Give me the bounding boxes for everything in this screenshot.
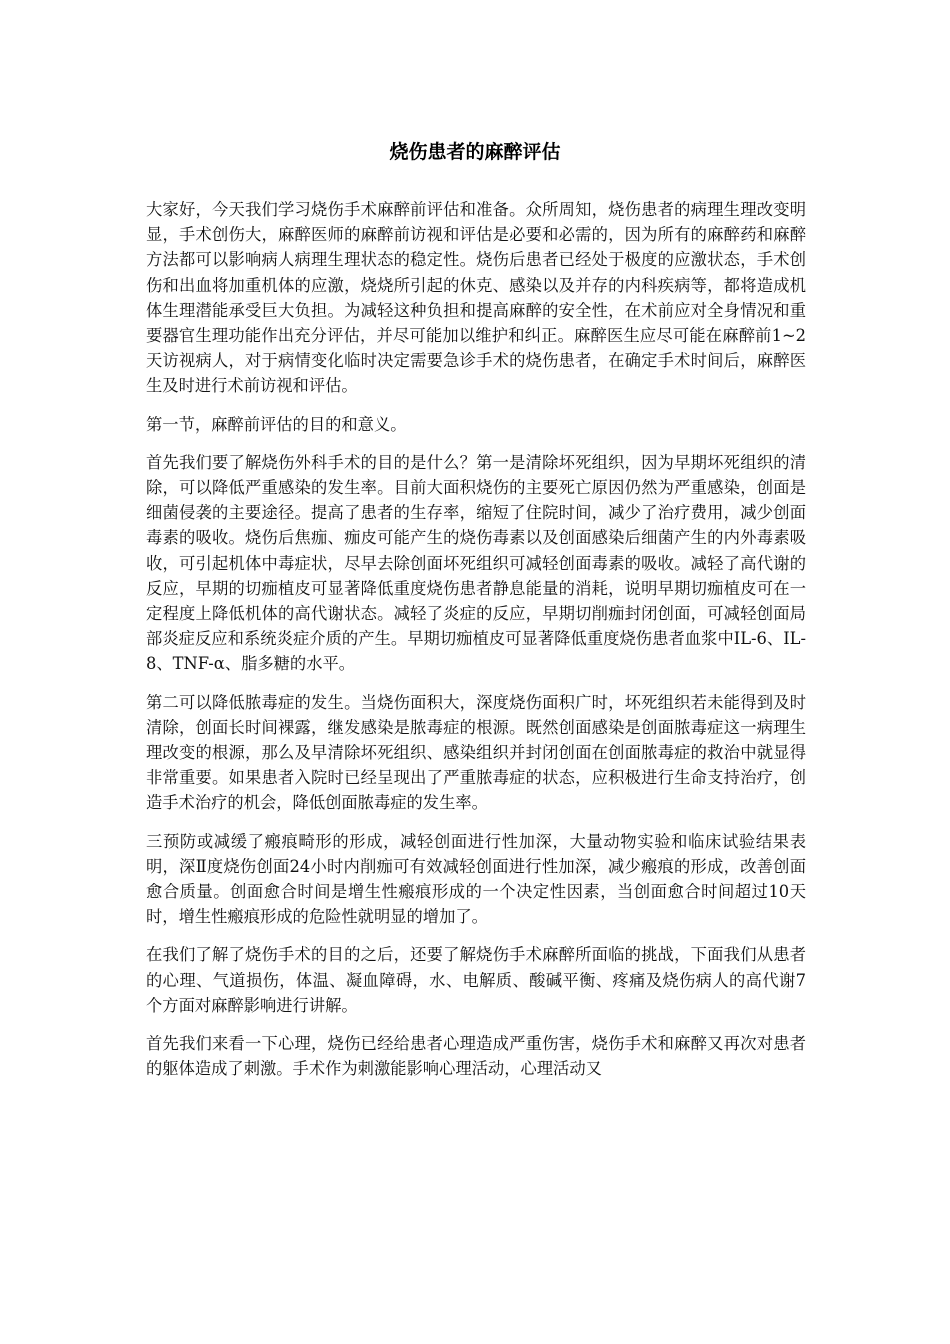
document-title: 烧伤患者的麻醉评估 bbox=[389, 141, 561, 163]
paragraph-scar: 三预防或减缓了瘢痕畸形的形成，减轻创面进行性加深，大量动物实验和临床试验结果表明，深Ⅱ度烧伤创面24小时内削痂可有效减轻创面进行性加深，减少瘢痕的形成，改善创面愈合质量。创面愈合时间是增生性瘢痕形成的一个决定性因素，当创面愈合时间超过10天时，增生性瘢痕形成的危险性就明显的增加了。 bbox=[146, 831, 806, 927]
paragraph-intro: 大家好，今天我们学习烧伤手术麻醉前评估和准备。众所周知，烧伤患者的病理生理改变明显，手术创伤大，麻醉医师的麻醉前访视和评估是必要和必需的，因为所有的麻醉药和麻醉方法都可以影响病人病理生理状态的稳定性。烧伤后患者已经处于极度的应激状态，手术创伤和出血将加重机体的应激，烧烧所引起的休克、感染以及并存的内科疾病等，都将造成机体生理潜能承受巨大负担。为减轻这种负担和提高麻醉的安全性，在术前应对全身情况和重要器官生理功能作出充分评估，并尽可能加以维护和纠正。麻醉医生应尽可能在麻醉前1~2天访视病人，对于病情变化临时决定需要急诊手术的烧伤患者，在确定手术时间后，麻醉医生及时进行术前访视和评估。 bbox=[146, 200, 806, 396]
section-heading: 第一节，麻醉前评估的目的和意义。 bbox=[146, 414, 407, 434]
paragraph-challenges: 在我们了解了烧伤手术的目的之后，还要了解烧伤手术麻醉所面临的挑战，下面我们从患者的心理、气道损伤，体温、凝血障碍，水、电解质、酸碱平衡、疼痛及烧伤病人的高代谢7个方面对麻醉影响进行讲解。 bbox=[146, 945, 806, 1015]
paragraph-sepsis: 第二可以降低脓毒症的发生。当烧伤面积大，深度烧伤面积广时，坏死组织若未能得到及时清除，创面长时间裸露，继发感染是脓毒症的根源。既然创面感染是创面脓毒症这一病理生理改变的根源，那么及早清除坏死组织、感染组织并封闭创面在创面脓毒症的救治中就显得非常重要。如果患者入院时已经呈现出了严重脓毒症的状态，应积极进行生命支持治疗，创造手术治疗的机会，降低创面脓毒症的发生率。 bbox=[146, 692, 806, 813]
document-body bbox=[146, 197, 806, 1095]
paragraph-psychology: 首先我们来看一下心理，烧伤已经给患者心理造成严重伤害，烧伤手术和麻醉又再次对患者的躯体造成了刺激。手术作为刺激能影响心理活动，心理活动又 bbox=[146, 1034, 806, 1079]
paragraph-surgery-purpose: 首先我们要了解烧伤外科手术的目的是什么？第一是清除坏死组织，因为早期坏死组织的清除，可以降低严重感染的发生率。目前大面积烧伤的主要死亡原因仍然为严重感染，创面是细菌侵袭的主要途径。提高了患者的生存率，缩短了住院时间，减少了治疗费用，减少创面毒素的吸收。烧伤后焦痂、痂皮可能产生的烧伤毒素以及创面感染后细菌产生的内外毒素吸收，可引起机体中毒症状，尽早去除创面坏死组织可减轻创面毒素的吸收。减轻了高代谢的反应，早期的切痂植皮可显著降低重度烧伤患者静息能量的消耗，说明早期切痂植皮可在一定程度上降低机体的高代谢状态。减轻了炎症的反应，早期切削痂封闭创面，可减轻创面局部炎症反应和系统炎症介质的产生。早期切痂植皮可显著降低重度烧伤患者血浆中IL-6、IL-8、TNF-α、脂多糖的水平。 bbox=[146, 452, 806, 674]
